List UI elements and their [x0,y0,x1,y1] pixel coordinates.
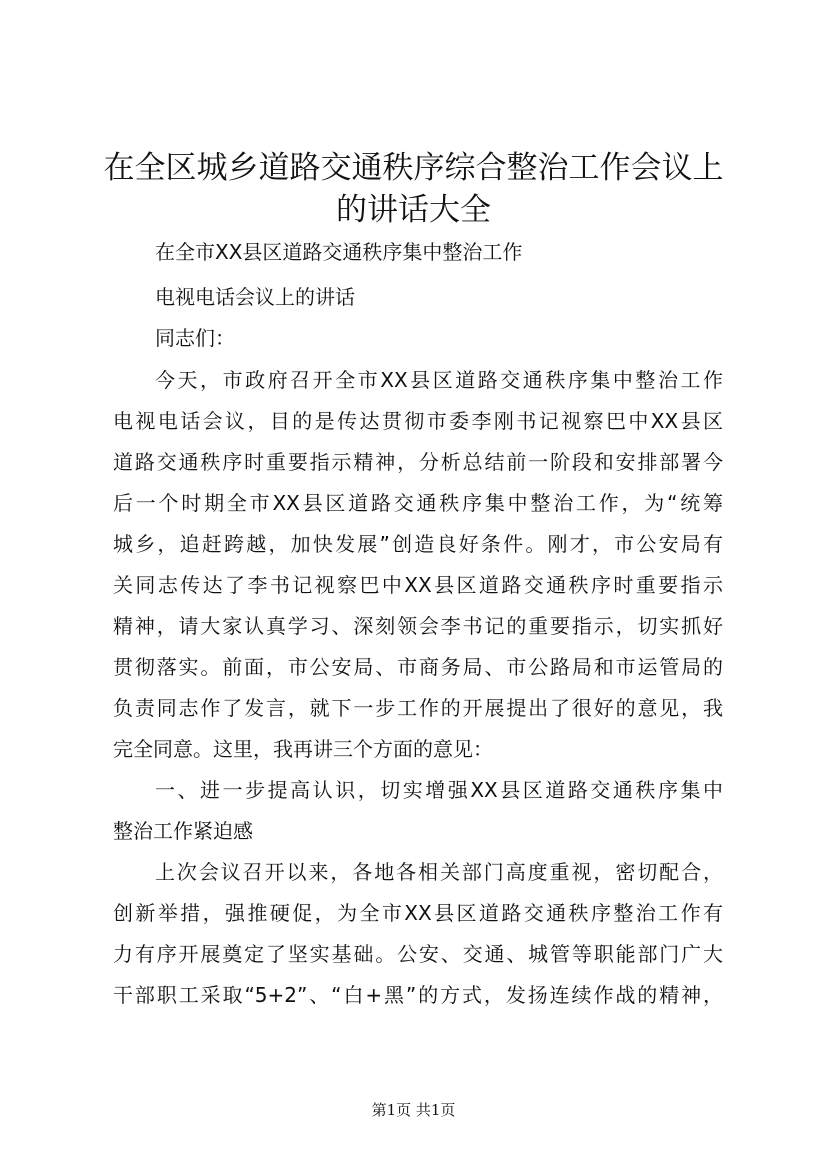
section-heading-line-2: 整治工作紧迫感 [113,819,253,843]
paragraph-line: 道路交通秩序时重要指示精神，分析总结前一阶段和安排部署今 [113,450,723,474]
paragraph-line: 负责同志作了发言，就下一步工作的开展提出了很好的意见，我 [113,696,723,720]
subtitle-line-2: 电视电话会议上的讲话 [155,285,355,309]
page-number-footer: 第1页 共1页 [371,1101,456,1119]
paragraph-line: 创新举措，强推硬促，为全市XX县区道路交通秩序整治工作有 [113,901,723,925]
section-heading-line-1: 一、进一步提高认识，切实增强XX县区道路交通秩序集中 [155,778,723,802]
paragraph-line: 力有序开展奠定了坚实基础。公安、交通、城管等职能部门广大 [113,942,723,966]
paragraph-line: 完全同意。这里，我再讲三个方面的意见： [113,737,493,761]
document-title-line-2: 的讲话大全 [336,192,491,228]
paragraph-line: 今天，市政府召开全市XX县区道路交通秩序集中整治工作 [155,368,723,392]
document-title-line-1: 在全区城乡道路交通秩序综合整治工作会议上 [103,150,724,186]
paragraph-line: 后一个时期全市XX县区道路交通秩序集中整治工作，为“统筹 [113,491,723,515]
paragraph-line: 城乡，追赶跨越，加快发展”创造良好条件。刚才，市公安局有 [113,532,723,556]
paragraph-line: 干部职工采取“5+2”、“白+黑”的方式，发扬连续作战的精神， [113,983,723,1007]
salutation: 同志们： [155,326,235,350]
paragraph-line: 贯彻落实。前面，市公安局、市商务局、市公路局和市运管局的 [113,655,723,679]
paragraph-line: 关同志传达了李书记视察巴中XX县区道路交通秩序时重要指示 [113,573,723,597]
paragraph-line: 电视电话会议，目的是传达贯彻市委李刚书记视察巴中XX县区 [113,409,723,433]
paragraph-line: 上次会议召开以来，各地各相关部门高度重视，密切配合， [155,860,723,884]
subtitle-line-1: 在全市XX县区道路交通秩序集中整治工作 [155,240,523,264]
paragraph-line: 精神，请大家认真学习、深刻领会李书记的重要指示，切实抓好 [113,614,723,638]
